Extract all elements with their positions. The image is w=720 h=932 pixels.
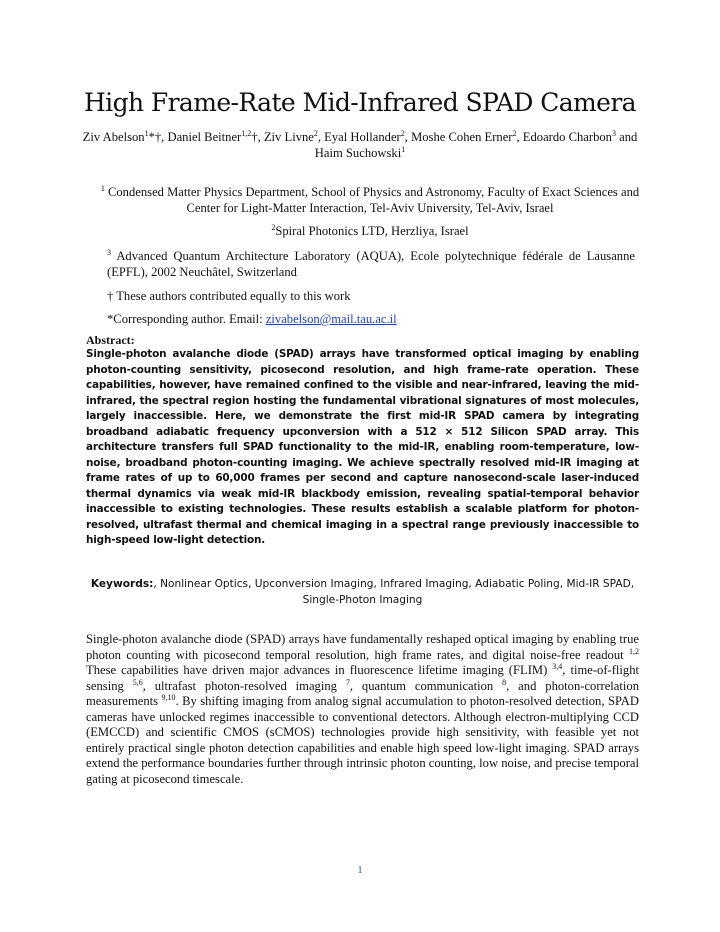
affiliation-text: Spiral Photonics LTD, Herzliya, Israel [275,224,469,238]
keywords [86,576,639,608]
body-text: Single-photon avalanche diode (SPAD) arrays have fundamentally reshaped optical imaging by enabling true photon counting with picosecond temporal resolution, high frame rates, and digital noise-free readout [86,632,639,662]
affiliation-number: 2 [271,223,276,232]
body-text: . By shifting imaging from analog signal accumulation to photon-resolved detection, SPAD cameras have unlocked regimes inaccessible to conventional detectors. Although electron-multiplying CCD (EMCCD) and scientific CMOS (sCMOS) technologies provide high sensitivity, with feasible yet not entirely practical single photon detection capabilities and enable high speed low-light imaging. SPAD arrays extend the performance boundaries further through intrinsic photon counting, low noise, and precise temporal gating at picosecond timescale. [86,694,639,786]
body-text: These capabilities have driven major advances in fluorescence lifetime imaging (FLIM) [86,663,553,677]
author-name: Eyal Hollander [324,130,401,144]
affiliation-number: 1 [100,184,105,193]
author-separator: , [404,130,412,144]
affiliation-marker: 1,2 [241,129,252,138]
citation: 7 [345,677,350,687]
author-name: Ziv Abelson [82,130,145,144]
paper-title: High Frame-Rate Mid-Infrared SPAD Camera [83,88,636,117]
citation: 5,6 [132,677,143,687]
keywords-text: , Nonlinear Optics, Upconversion Imaging, Infrared Imaging, Adiabatic Poling, Mid-IR SPAD, Single-Photon Imaging [153,578,635,606]
body-text: , ultrafast photon-resolved imaging [142,678,346,693]
author-name: Edoardo Charbon [522,130,612,144]
author-separator: †, [251,130,264,144]
keywords-label: Keywords: [90,578,154,590]
affiliation-3 [107,248,635,280]
author-separator: , [317,130,325,144]
abstract-heading: Abstract: [86,333,135,347]
author-name: Moshe Cohen Erner [411,130,513,144]
affiliation-text: Advanced Quantum Architecture Laboratory (AQUA), Ecole polytechnique fédérale de Lausanne (EPFL), 2002 Neuchâtel, Switzerland [107,249,635,279]
author-separator: *†, [148,130,168,144]
affiliation-marker: 1 [401,145,406,154]
affiliation-1 [100,184,640,216]
author-separator: and [615,130,638,144]
affiliation-marker: 2 [512,129,517,138]
intro-paragraph [86,632,639,787]
author-name: Daniel Beitner [167,130,242,144]
citation: 1,2 [629,646,639,656]
citation: 3,4 [552,662,563,671]
affiliation-2 [100,223,640,239]
author-list [80,129,640,161]
body-text: , time-of-flight sensing [86,663,639,693]
corresponding-author [107,311,635,327]
affiliation-marker: 1 [144,129,149,138]
body-text: , quantum communication [349,678,503,693]
affiliation-marker: 2 [313,129,318,138]
equal-contribution-note: † These authors contributed equally to this work [107,289,351,303]
author-name: Ziv Livne [263,130,314,144]
citation: 8 [502,677,507,687]
email-link[interactable]: zivabelson@mail.tau.ac.il [265,312,397,326]
affiliation-marker: 2 [400,129,405,138]
affiliation-marker: 3 [611,129,616,138]
page-number: 1 [357,864,363,876]
corresponding-label: *Corresponding author. Email: [107,312,266,326]
citation: 9,10 [161,693,176,702]
body-text: , and photon-correlation measurements [86,678,639,708]
author-separator: , [516,130,523,144]
affiliation-number: 3 [107,248,111,257]
abstract-text: Single-photon avalanche diode (SPAD) arrays have transformed optical imaging by enabling photon-counting sensitivity, picosecond resolution, and high frame-rate operation. These capabilities, however, have remained confined to the visible and near-infrared, leaving the mid-infrared, the spectral region hosting the fundamental vibrational signatures of most molecules, largely inaccessible. Here, we demonstrate the first mid-IR SPAD camera by integrating broadband adiabatic frequency upconversion with a 512 × 512 Silicon SPAD array. This architecture transfers full SPAD functionality to the mid-IR, enabling room-temperature, low-noise, broadband photon-counting imaging. We achieve spectrally resolved mid-IR imaging at frame rates of up to 60,000 frames per second and capture nanosecond-scale laser-induced thermal dynamics via weak mid-IR blackbody emission, revealing spatial-temporal behavior inaccessible to existing technologies. These results establish a scalable platform for photon-resolved, ultrafast thermal and chemical imaging in a spectral range previously inaccessible to high-speed low-light detection. [86,348,639,546]
author-name: Haim Suchowski [314,146,402,160]
affiliation-text: Condensed Matter Physics Department, School of Physics and Astronomy, Faculty of Exact Sciences and Center for Light-Matter Interaction, Tel-Aviv University, Tel-Aviv, Israel [107,185,640,215]
